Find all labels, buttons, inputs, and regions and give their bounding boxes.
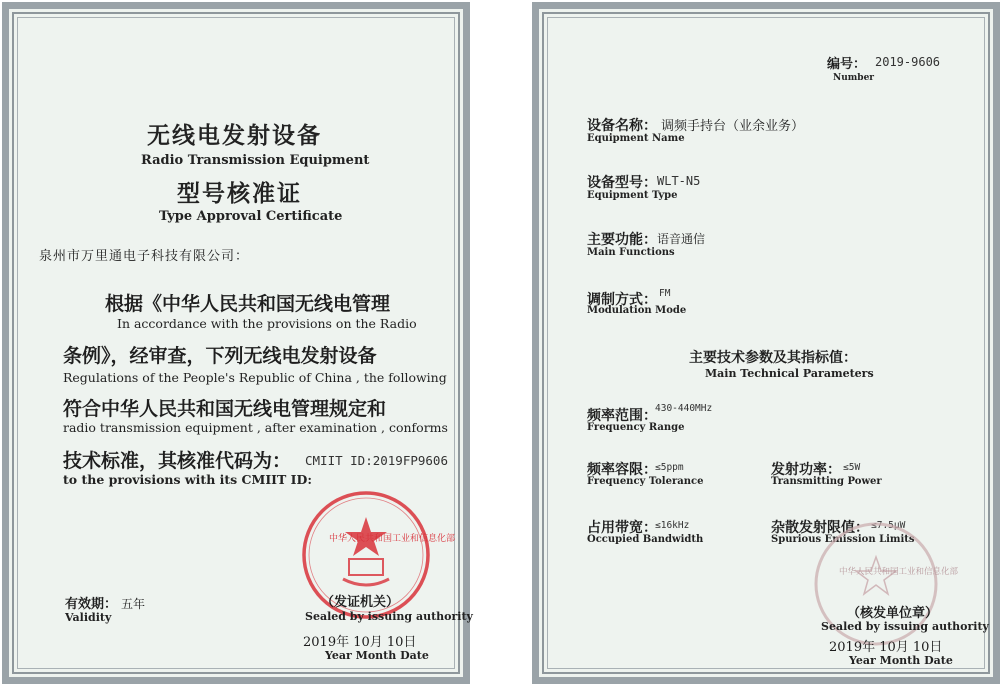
freq-range-value: 430-440MHz — [655, 403, 713, 414]
equipment-type-en: Equipment Type — [587, 190, 678, 201]
body-line-4-en: to the provisions with its CMIIT ID: — [63, 472, 312, 487]
tx-power-value: ≤5W — [843, 462, 861, 473]
body-line-3-zh: 符合中华人民共和国无线电管理规定和 — [63, 398, 387, 420]
cmiit-id: CMIIT ID:2019FP9606 — [305, 453, 448, 468]
title-zh: 无线电发射设备 — [147, 122, 322, 149]
main-functions-en: Main Functions — [587, 247, 675, 258]
bandwidth-value: ≤16kHz — [655, 520, 690, 531]
modulation-label: 调制方式： — [587, 292, 657, 308]
validity-label: 有效期： — [65, 597, 118, 612]
equipment-type-value: WLT-N5 — [657, 174, 701, 188]
params-title-zh: 主要技术参数及其指标值： — [689, 350, 857, 366]
validity-en: Validity — [65, 611, 112, 624]
certificate-front-page — [2, 2, 473, 684]
number-label: 编号： — [827, 57, 867, 72]
seal-caption-en: Sealed by issuing authority — [821, 620, 989, 633]
certificate-back-page — [532, 2, 1000, 684]
freq-range-label: 频率范围： — [587, 408, 657, 424]
main-functions-label: 主要功能： — [587, 232, 657, 248]
validity-value: 五年 — [121, 597, 146, 611]
spurious-en: Spurious Emission Limits — [771, 534, 915, 545]
issue-date: 2019年 10月 10日 — [303, 635, 417, 650]
main-functions-value: 语音通信 — [657, 232, 706, 246]
freq-tolerance-en: Frequency Tolerance — [587, 476, 704, 487]
seal-caption-zh: （核发单位章） — [847, 606, 939, 621]
issue-date-en: Year Month Date — [849, 654, 953, 667]
spurious-label: 杂散发射限值： — [771, 520, 869, 536]
body-line-4-zh: 技术标准，其核准代码为： — [63, 450, 292, 472]
modulation-value: FM — [659, 288, 671, 299]
params-title-en: Main Technical Parameters — [705, 367, 874, 380]
bandwidth-label: 占用带宽： — [587, 520, 657, 536]
body-line-2-en: Regulations of the People's Republic of China , the following — [63, 370, 447, 385]
equipment-name-value: 调频手持台（业余业务） — [661, 119, 805, 134]
tx-power-label: 发射功率： — [771, 462, 841, 478]
issue-date: 2019年 10月 10日 — [829, 640, 943, 655]
subtitle-zh: 型号核准证 — [177, 180, 302, 207]
body-line-3-en: radio transmission equipment , after examination , conforms — [63, 420, 448, 435]
equipment-name-en: Equipment Name — [587, 133, 685, 144]
body-line-1-en: In accordance with the provisions on the Radio — [117, 316, 417, 331]
tx-power-en: Transmitting Power — [771, 476, 882, 487]
number-value: 2019-9606 — [875, 55, 941, 69]
freq-tolerance-value: ≤5ppm — [655, 462, 684, 473]
body-line-2-zh: 条例》，经审查，下列无线电发射设备 — [63, 345, 377, 367]
modulation-en: Modulation Mode — [587, 305, 687, 316]
bandwidth-en: Occupied Bandwidth — [587, 534, 704, 545]
freq-range-en: Frequency Range — [587, 422, 685, 433]
recipient-company: 泉州市万里通电子科技有限公司： — [39, 249, 250, 264]
freq-tolerance-label: 频率容限： — [587, 462, 657, 478]
title-en: Radio Transmission Equipment — [141, 153, 370, 168]
seal-caption-en: Sealed by issuing authority — [305, 610, 473, 623]
seal-caption-zh: （发证机关） — [321, 595, 400, 610]
subtitle-en: Type Approval Certificate — [159, 209, 343, 224]
equipment-type-label: 设备型号： — [587, 175, 657, 191]
seal-text: 中华人民共和国工业和信息化部 — [329, 534, 456, 544]
body-line-1-zh: 根据《中华人民共和国无线电管理 — [105, 293, 391, 315]
spurious-value: ≤7.5μW — [871, 520, 906, 531]
seal-text: 中华人民共和国工业和信息化部 — [839, 567, 959, 577]
number-label-en: Number — [833, 73, 875, 83]
issue-date-en: Year Month Date — [325, 649, 429, 662]
equipment-name-label: 设备名称： — [587, 118, 657, 134]
